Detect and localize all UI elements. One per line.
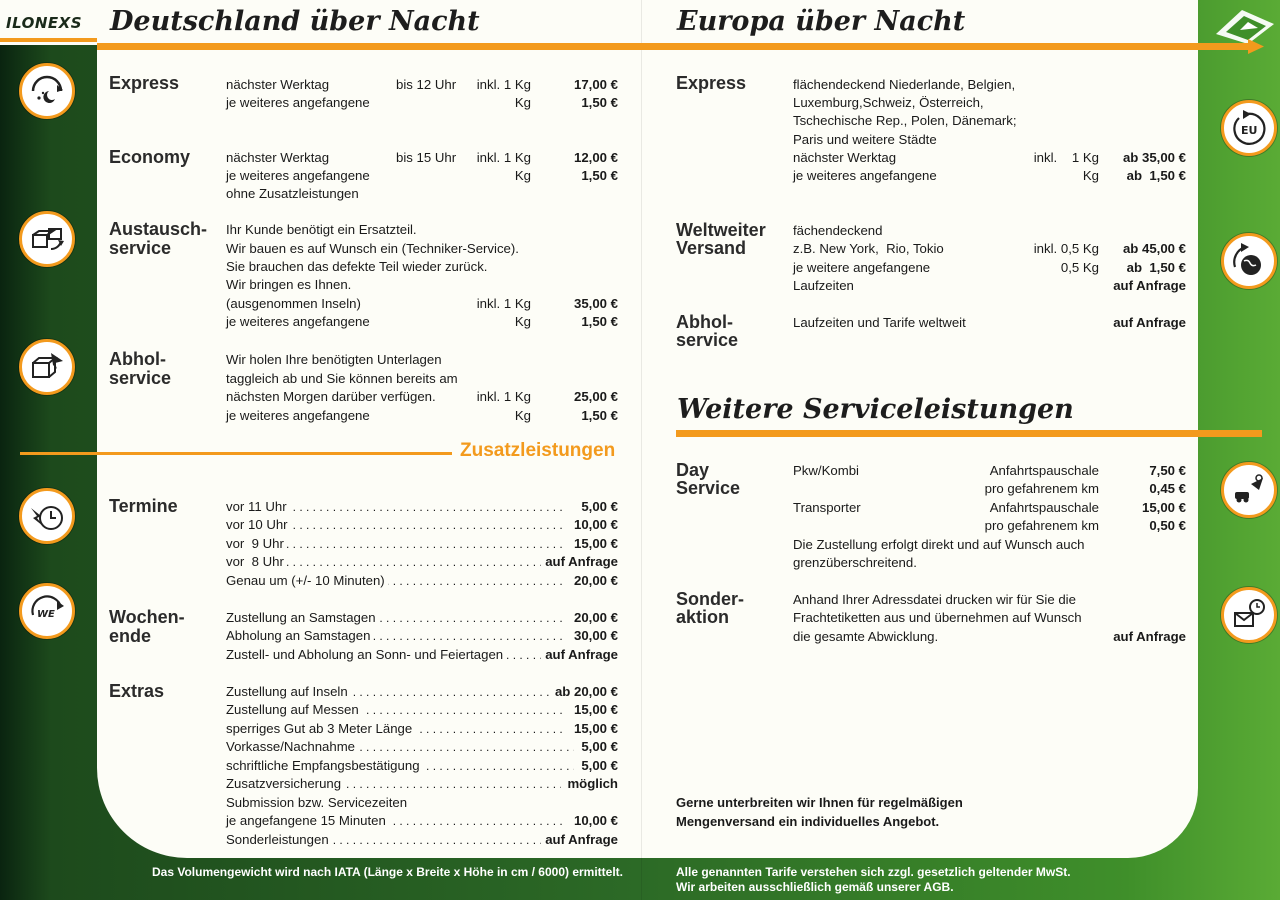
table-row [676,259,1187,277]
table-row [676,149,1187,167]
table-row [109,738,619,756]
row-text: Wir holen Ihre benötigten Unterlagen [226,352,442,367]
row-text: je weiteres angefangene [226,95,370,110]
row-price: ab 20,00 € [552,683,618,701]
de-wochenende-label-1: Wochen- [109,607,185,627]
row-text: sperriges Gut ab 3 Meter Länge [226,720,415,738]
table-row [109,831,619,849]
offer-note-2: Mengenversand ein individuelles Angebot. [676,814,940,829]
eu-arrow-icon [1221,100,1277,156]
row-unit: Anfahrtspauschale [989,500,1099,515]
row-price: auf Anfrage [542,646,618,664]
row-price: auf Anfrage [1113,629,1186,644]
row-text: je weiteres angefangene [793,168,937,183]
row-text: schriftliche Empfangsbestätigung [226,757,423,775]
table-row [676,536,1187,554]
night-moon-icon [19,63,75,119]
de-abhol-label-2: service [109,368,172,388]
eu-day-label-1: Day [676,460,710,480]
de-economy-label: Economy [109,147,191,167]
orange-bar-right [642,43,1254,50]
row-text: Wir bauen es auf Wunsch ein (Techniker-Service). [226,241,519,256]
row-text: Laufzeiten und Tarife weltweit [793,315,966,330]
row-price: ab 1,50 € [1126,260,1186,275]
row-text: Pkw/Kombi [793,463,859,478]
de-abhol-label-1: Abhol- [109,349,166,369]
row-text: grenzüberschreitend. [793,555,917,570]
row-text: vor 8 Uhr [226,553,287,571]
road-arrow-icon [1212,4,1278,48]
table-row [109,221,619,239]
row-text: nächsten Morgen darüber verfügen. [226,389,436,404]
table-row [109,94,619,112]
row-price: auf Anfrage [542,831,618,849]
de-austausch-label-2: service [109,238,172,258]
table-row [676,314,1187,332]
table-row [676,131,1187,149]
eu-sonder-label-2: aktion [676,607,730,627]
de-austausch-block [109,220,619,335]
zusatz-divider [20,452,452,455]
table-row [676,591,1187,609]
row-time: bis 12 Uhr [396,77,457,92]
table-row [109,73,619,94]
table-row [676,73,1187,94]
table-row [109,407,619,425]
row-text: vor 9 Uhr [226,535,287,553]
row-text: Zustellung an Samstagen [226,609,379,627]
row-text: Ihr Kunde benötigt ein Ersatzteil. [226,222,417,237]
row-price: 20,00 € [571,572,618,590]
row-text: je weitere angefangene [793,260,931,275]
table-row [676,167,1187,185]
table-row [109,720,619,738]
package-exchange-icon [19,211,75,267]
table-row [109,535,619,553]
table-row [676,609,1187,627]
orange-bar-arrow [1248,39,1264,54]
de-austausch-label-1: Austausch- [109,219,208,239]
row-price: 1,50 € [581,95,618,110]
row-text: je weiteres angefangene [226,168,370,183]
row-price: 20,00 € [571,609,618,627]
row-unit: inkl. 0,5 Kg [1033,241,1099,256]
table-row [109,794,619,812]
de-abhol-block [109,350,619,430]
row-price: 5,00 € [578,757,618,775]
table-row [109,295,619,313]
row-price: 1,50 € [581,168,618,183]
eu-day-label-2: Service [676,478,741,498]
row-price: auf Anfrage [1113,315,1186,330]
row-text: Laufzeiten [793,278,854,293]
row-unit: pro gefahrenem km [984,481,1099,496]
footer-left: Das Volumengewicht wird nach IATA (Länge x Breite x Höhe in cm / 6000) ermittelt. [152,865,623,879]
table-row [676,94,1187,112]
de-express-label: Express [109,73,180,93]
row-text: Die Zustellung erfolgt direkt und auf Wunsch auch [793,537,1085,552]
table-row [676,554,1187,572]
row-price: 10,00 € [571,516,618,534]
table-row [109,498,619,516]
table-row [109,351,619,369]
row-text: Tschechische Rep., Polen, Dänemark; [793,113,1017,128]
row-price: 5,00 € [578,738,618,756]
row-unit: 0,5 Kg [1060,260,1099,275]
table-row [676,628,1187,646]
footer-right-2: Wir arbeiten ausschließlich gemäß unserer AGB. [676,880,954,894]
table-row [109,701,619,719]
row-text: vor 10 Uhr [226,516,291,534]
table-row [109,167,619,185]
row-text: taggleich ab und Sie können bereits am [226,371,458,386]
row-text: Zustellung auf Inseln [226,683,351,701]
orange-bar-left [97,43,642,50]
row-unit: Kg [1082,168,1099,183]
table-row [109,646,619,664]
de-economy-block [109,148,619,208]
car-delivery-icon [1221,462,1277,518]
table-row [109,516,619,534]
table-row [676,277,1187,295]
table-row [676,222,1187,240]
row-price: 12,00 € [574,150,618,165]
table-row [109,683,619,701]
row-text: flächendeckend Niederlande, Belgien, [793,77,1016,92]
row-price: 17,00 € [574,77,618,92]
row-text: nächster Werktag [793,150,897,165]
table-row [676,240,1187,258]
row-price: ab 35,00 € [1122,150,1186,165]
logo-underline [0,38,97,42]
title-weitere: Weitere Serviceleistungen [677,394,1074,425]
brand-logo: ILONEXS [6,14,83,32]
row-price: 15,00 € [1142,500,1186,515]
table-row [109,185,619,203]
eu-sonder-label-1: Sonder- [676,589,745,609]
offer-note-1: Gerne unterbreiten wir Ihnen für regelmäßigen [676,795,963,810]
de-extras-block [109,682,619,852]
row-price: auf Anfrage [1113,278,1186,293]
row-price: 25,00 € [574,389,618,404]
row-text: die gesamte Abwicklung. [793,629,939,644]
de-termine-label: Termine [109,496,178,516]
row-unit: inkl. 1 Kg [1033,150,1099,165]
table-row [109,388,619,406]
row-price: 15,00 € [571,535,618,553]
row-text: Transporter [793,500,861,515]
row-unit: inkl. 1 Kg [476,150,531,165]
table-row [109,276,619,294]
package-pickup-icon [19,339,75,395]
footer-right-1: Alle genannten Tarife verstehen sich zzgl. gesetzlich geltender MwSt. [676,865,1071,879]
row-price: 1,50 € [581,408,618,423]
table-row [676,517,1187,535]
row-price: 15,00 € [571,720,618,738]
row-unit: inkl. 1 Kg [476,389,531,404]
title-deutschland: Deutschland über Nacht [110,6,480,37]
table-row [676,480,1187,498]
row-price: 10,00 € [571,812,618,830]
de-termine-block [109,497,619,592]
table-row [109,627,619,645]
table-row [109,572,619,590]
row-unit: Kg [514,95,531,110]
row-text: Anhand Ihrer Adressdatei drucken wir für Sie die [793,592,1076,607]
we-icon-text: WE [37,609,55,620]
row-text: Wir bringen es Ihnen. [226,277,352,292]
row-unit: pro gefahrenem km [984,518,1099,533]
row-text: nächster Werktag [226,77,330,92]
row-text: nächster Werktag [226,150,330,165]
eu-sonder-block [676,590,1187,650]
de-express-block [109,74,619,114]
row-text: fächendeckend [793,223,883,238]
zusatz-heading: Zusatzleistungen [460,440,616,461]
eu-express-block [676,74,1187,189]
row-price: möglich [564,775,618,793]
eu-abhol-label-2: service [676,330,739,350]
row-unit: Kg [514,408,531,423]
row-unit: Anfahrtspauschale [989,463,1099,478]
eu-icon-text: EU [1241,124,1258,137]
table-row [109,553,619,571]
de-extras-label: Extras [109,681,165,701]
table-row [109,149,619,167]
row-price: 5,00 € [578,498,618,516]
de-wochenende-block [109,608,619,668]
table-row [109,812,619,830]
row-text: je weiteres angefangene [226,314,370,329]
row-price: 0,50 € [1149,518,1186,533]
table-row [109,313,619,331]
row-text: Zusatzversicherung [226,775,344,793]
table-row [109,609,619,627]
row-unit: inkl. 1 Kg [476,77,531,92]
row-text: Sonderleistungen [226,831,332,849]
title-europa: Europa über Nacht [677,6,966,37]
eu-abhol-label-1: Abhol- [676,312,733,332]
row-price: 35,00 € [574,296,618,311]
eu-welt-label-1: Weltweiter [676,220,766,240]
row-text: Vorkasse/Nachnahme [226,738,358,756]
row-unit: inkl. 1 Kg [476,296,531,311]
row-price: 0,45 € [1149,481,1186,496]
weekend-we-icon [19,583,75,639]
row-price: auf Anfrage [542,553,618,571]
eu-day-block [676,461,1187,576]
row-text: ohne Zusatzleistungen [226,186,359,201]
row-text: Zustell- und Abholung an Sonn- und Feiertagen [226,646,506,664]
row-text: z.B. New York, Rio, Tokio [793,241,944,256]
row-text: Abholung an Samstagen [226,627,373,645]
row-text: Luxemburg,Schweiz, Österreich, [793,95,984,110]
page-fold [641,0,642,900]
row-text: je weiteres angefangene [226,408,370,423]
eu-welt-block [676,221,1187,301]
globe-arrow-icon [1221,233,1277,289]
row-text: Paris und weitere Städte [793,132,937,147]
row-price: 15,00 € [571,701,618,719]
table-row [109,370,619,388]
row-text: (ausgenommen Inseln) [226,296,361,311]
row-text: Zustellung auf Messen [226,701,362,719]
de-wochenende-label-2: ende [109,626,152,646]
orange-bar-weitere [676,430,1262,437]
table-row [109,757,619,775]
row-unit: Kg [514,314,531,329]
table-row [676,112,1187,130]
row-text: Sie brauchen das defekte Teil wieder zurück. [226,259,488,274]
row-price: ab 1,50 € [1126,168,1186,183]
row-price: 1,50 € [581,314,618,329]
row-text: Frachtetiketten aus und übernehmen auf Wunsch [793,610,1082,625]
eu-abhol-block [676,313,1187,353]
table-row [109,258,619,276]
envelope-clock-icon [1221,587,1277,643]
row-text: vor 11 Uhr [226,498,290,516]
row-text: Genau um (+/- 10 Minuten) [226,572,388,590]
table-row [676,499,1187,517]
row-text: je angefangene 15 Minuten [226,812,389,830]
row-text: Submission bzw. Servicezeiten [226,795,408,810]
row-price: ab 45,00 € [1122,241,1186,256]
eu-welt-label-2: Versand [676,238,747,258]
table-row [676,462,1187,480]
table-row [109,240,619,258]
row-time: bis 15 Uhr [396,150,457,165]
table-row [109,775,619,793]
row-price: 7,50 € [1149,463,1186,478]
row-price: 30,00 € [571,627,618,645]
clock-deadline-icon [19,488,75,544]
eu-express-label: Express [676,73,747,93]
row-unit: Kg [514,168,531,183]
